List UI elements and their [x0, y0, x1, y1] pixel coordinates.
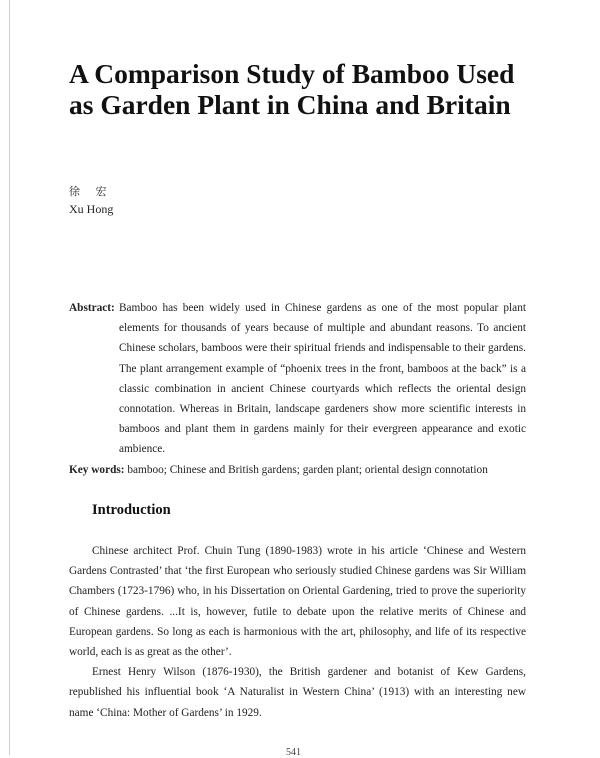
page-number: 541: [286, 747, 301, 758]
abstract-block: [69, 298, 526, 460]
abstract-label: Abstract:: [69, 302, 115, 314]
section-heading: Introduction: [92, 502, 171, 518]
keywords-label: Key words:: [69, 464, 125, 476]
author-name-chinese: 徐 宏: [69, 185, 113, 198]
body-paragraph: Chinese architect Prof. Chuin Tung (1890-1983) wrote in his article ‘Chinese and Western Gardens Contrasted’ that ‘the first European who seriously studied Chinese gardens was Sir William Chambers (1723-1796) who, in his Dissertation on Oriental Gardening, tried to prove the superiority of Chinese gardens. ...It is, however, futile to debate upon the relative merits of Chinese and European gardens. So long as each is harmonious with the art, philosophy, and life of its respective world, each is as great as the other’.: [69, 545, 526, 659]
abstract-text: Bamboo has been widely used in Chinese gardens as one of the most popular plant elements for thousands of years because of multiple and abundant reasons. To ancient Chinese scholars, bamboos were their spiritual friends and indispensable to their gardens. The plant arrangement example of “phoenix trees in the front, bamboos at the back” is a classic combination in ancient Chinese courtyards which reflects the oriental design connotation. Whereas in Britain, landscape gardeners show more scientific interests in bamboos and plant them in gardens mainly for their evergreen appearance and exotic ambience.: [119, 302, 526, 456]
page-edge: [9, 0, 10, 755]
keywords-text: bamboo; Chinese and British gardens; garden plant; oriental design connotation: [127, 464, 488, 476]
paper-title: A Comparison Study of Bamboo Used as Garden Plant in China and Britain: [69, 58, 515, 120]
author-name-english: Xu Hong: [69, 202, 114, 216]
keywords-line: [69, 460, 529, 480]
body-text: [69, 541, 526, 723]
body-paragraph: Ernest Henry Wilson (1876-1930), the British gardener and botanist of Kew Gardens, republished his influential book ‘A Naturalist in Western China’ (1913) with an interesting new name ‘China: Mother of Gardens’ in 1929.: [69, 666, 526, 719]
